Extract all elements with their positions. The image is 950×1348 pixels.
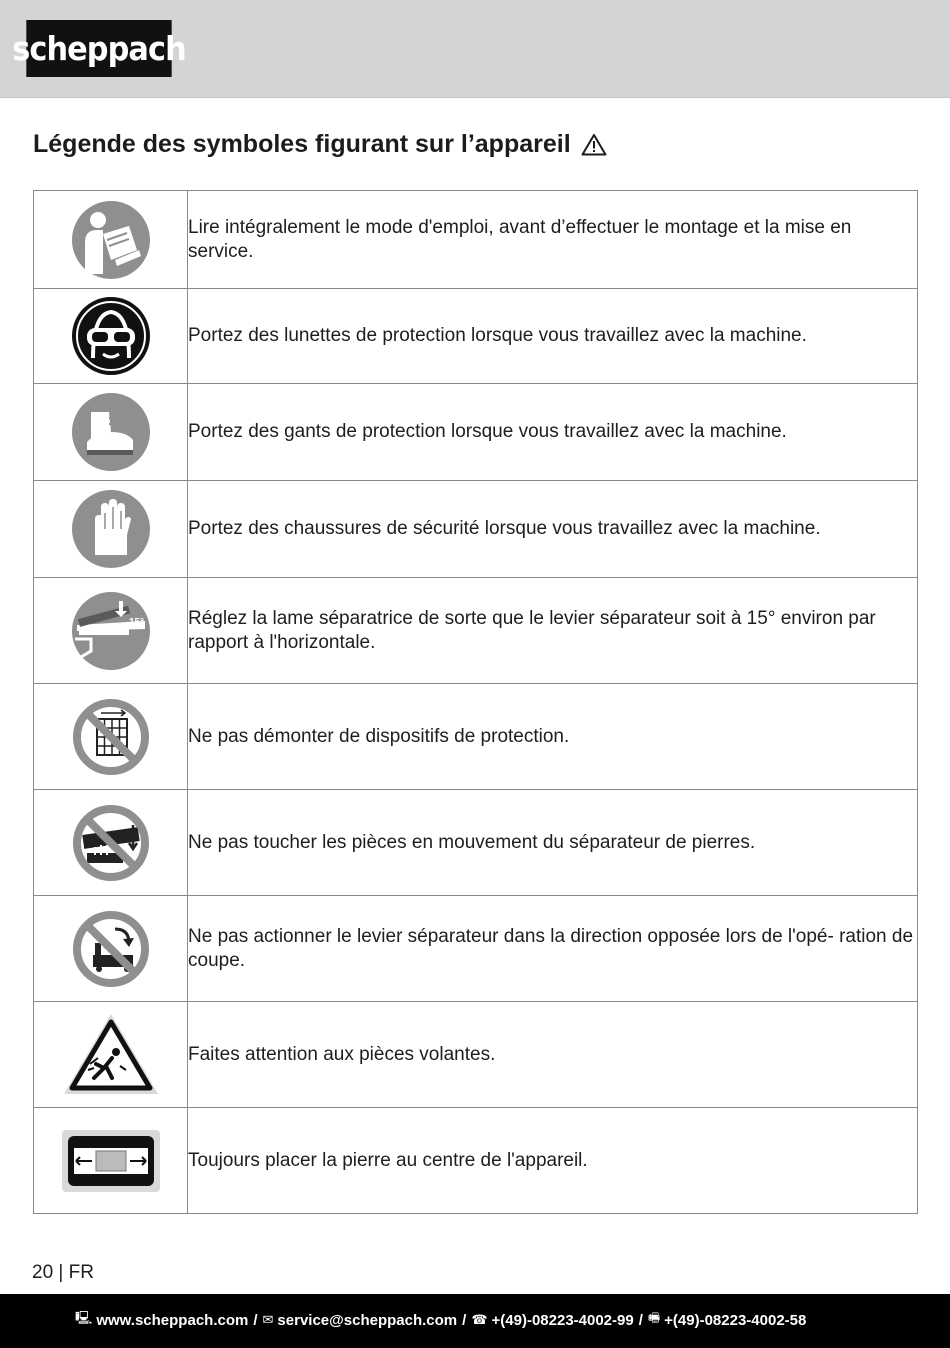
footer-email-link[interactable]: service@scheppach.com <box>277 1311 458 1329</box>
email-icon: ✉ <box>262 1312 274 1327</box>
legend-row <box>34 289 918 384</box>
footer-separator: / <box>638 1311 643 1329</box>
legend-row <box>34 1108 918 1214</box>
safety-goggles-icon <box>71 296 151 376</box>
legend-text: Lire intégralement le mode d'emploi, avant d’effectuer le montage et la mise en service. <box>188 216 852 262</box>
legend-row <box>34 790 918 896</box>
lever-angle-icon <box>71 591 151 671</box>
flying-parts-warning-icon <box>62 1012 160 1098</box>
phone-icon: ☎ <box>471 1312 488 1327</box>
no-remove-guard-icon <box>71 697 151 777</box>
safety-boot-icon <box>71 392 151 472</box>
page-title <box>33 130 607 159</box>
brand-logo: scheppach <box>26 20 171 77</box>
center-stone-icon <box>62 1130 160 1192</box>
page-header <box>0 0 950 98</box>
legend-text: Toujours placer la pierre au centre de l'appareil. <box>188 1149 588 1171</box>
legend-text: Ne pas actionner le levier séparateur dans la direction opposée lors de l'opé- ration de coupe. <box>188 925 914 971</box>
page-footer <box>0 1294 950 1348</box>
footer-fax: +(49)-08223-4002-58 <box>664 1311 807 1329</box>
legend-text: Portez des lunettes de protection lorsque vous travaillez avec la machine. <box>188 325 807 346</box>
page-number: 20 | FR <box>32 1262 94 1283</box>
legend-row <box>34 1002 918 1108</box>
footer-phone: +(49)-08223-4002-99 <box>491 1311 634 1329</box>
page-title-text: Légende des symboles figurant sur l’appareil <box>33 130 571 158</box>
legend-text: Ne pas toucher les pièces en mouvement du séparateur de pierres. <box>188 831 756 853</box>
legend-text: Portez des gants de protection lorsque vous travaillez avec la machine. <box>188 421 787 442</box>
no-reverse-lever-icon <box>71 909 151 989</box>
warning-triangle-icon <box>581 133 607 156</box>
symbol-legend-table <box>33 190 918 1214</box>
legend-row <box>34 578 918 684</box>
legend-text: Réglez la lame séparatrice de sorte que le levier séparateur soit à 15° environ par rapport à l'horizontale. <box>188 607 876 653</box>
no-touch-moving-parts-icon <box>71 803 151 883</box>
legend-text: Faites attention aux pièces volantes. <box>188 1043 496 1065</box>
angle-label: 15° <box>128 616 144 628</box>
legend-text: Portez des chaussures de sécurité lorsque vous travaillez avec la machine. <box>188 518 821 539</box>
legend-row <box>34 896 918 1002</box>
legend-row <box>34 481 918 578</box>
legend-row <box>34 384 918 481</box>
read-manual-icon <box>71 200 151 280</box>
computer-icon: 🖳 <box>75 1310 93 1325</box>
legend-row <box>34 191 918 289</box>
footer-separator: / <box>462 1311 467 1329</box>
legend-text: Ne pas démonter de dispositifs de protection. <box>188 725 570 747</box>
fax-icon: 🖷 <box>647 1310 661 1325</box>
legend-row <box>34 684 918 790</box>
protective-glove-icon <box>71 489 151 569</box>
footer-separator: / <box>253 1311 258 1329</box>
footer-website-link[interactable]: www.scheppach.com <box>96 1311 249 1329</box>
